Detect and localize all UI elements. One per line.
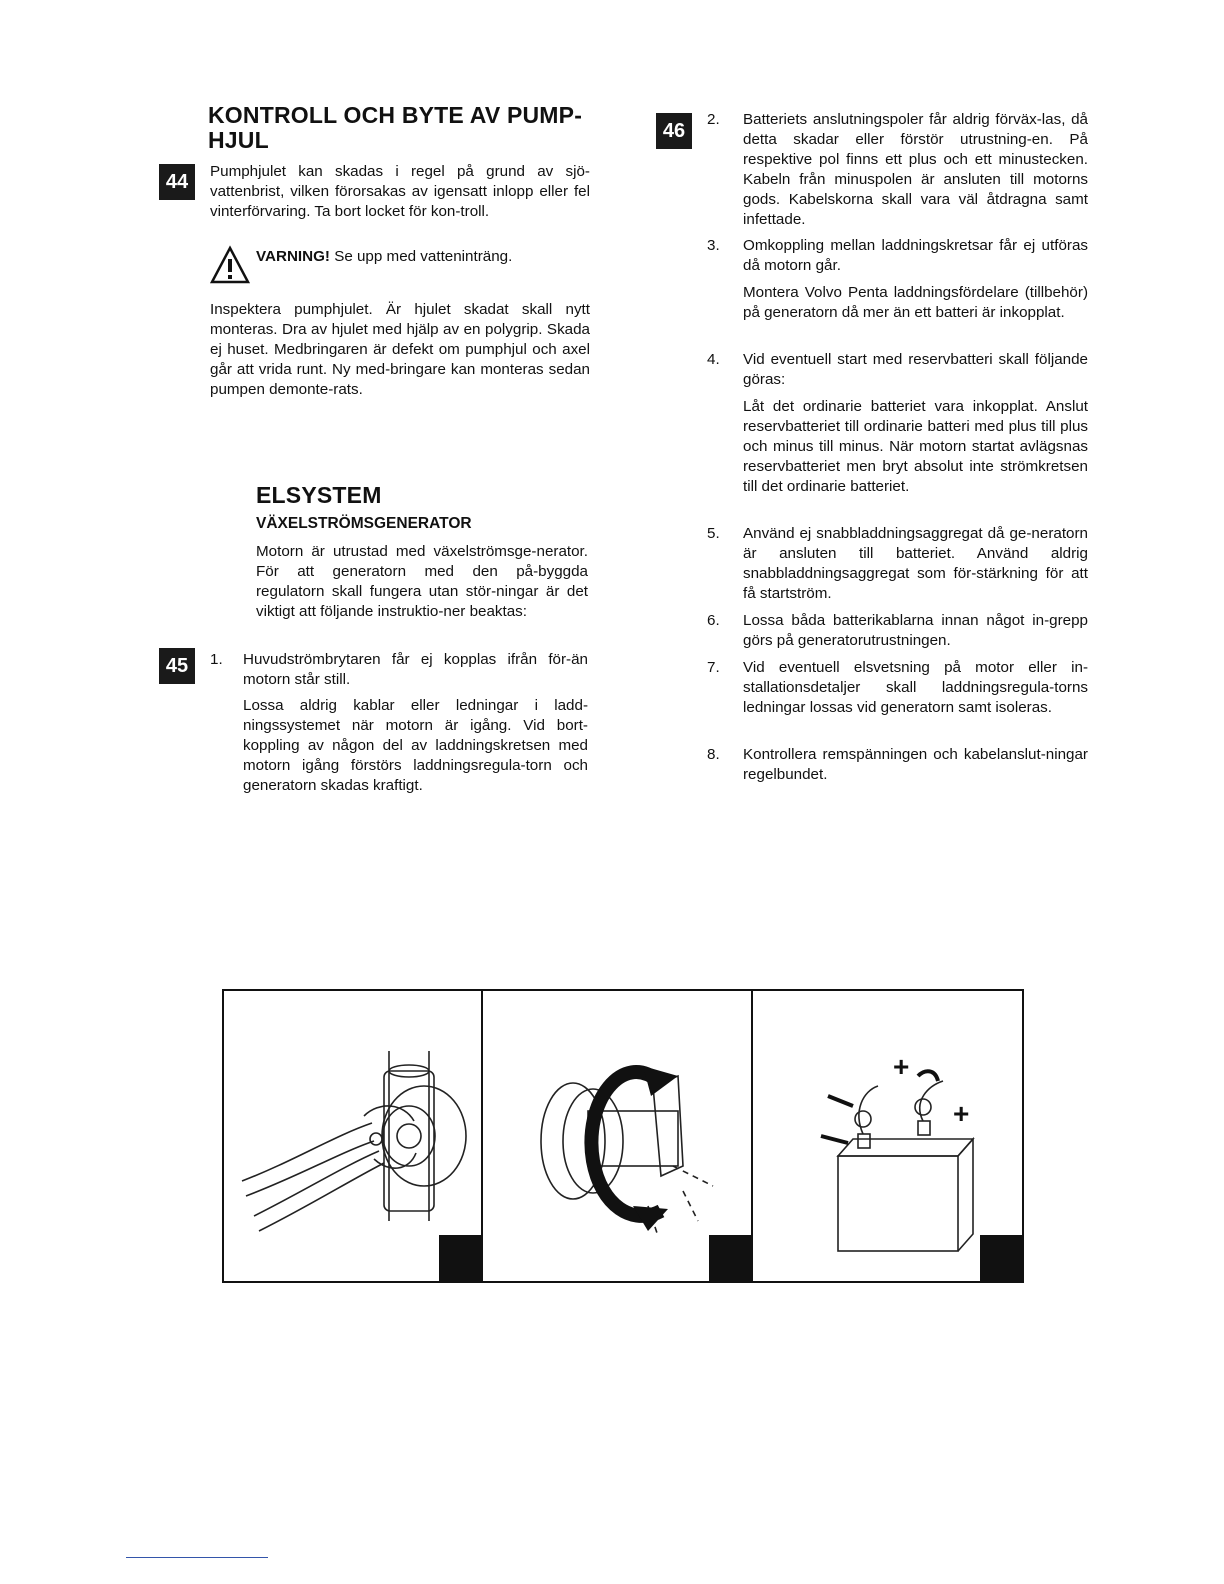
- paragraph-inspect: Inspektera pumphjulet. Är hjulet skadat skall nytt monteras. Dra av hjulet med hjälp av en polygrip. Skada ej huset. Medbringaren är defekt om pumphjul och axel går att vrida runt. Ny med-bringare kan monteras sedan pumpen demonte-rats.: [210, 301, 590, 398]
- list-item-2-text: Batteriets anslutningspoler får aldrig förväx-las, då detta skadar eller förstör utrustning-en. På respektive pol finns ett plus och ett minustecken. Kabeln från minuspolen är ansluten till motorns gods. Kabelskorna skall vara väl åtdragna samt infettade.: [743, 111, 1088, 228]
- list-number-3: 3.: [707, 237, 720, 254]
- figure-corner-marker: [709, 1235, 751, 1281]
- list-item-6-text: Lossa båda batterikablarna innan något in-grepp görs på generatorutrustningen.: [743, 612, 1088, 649]
- warning-text: Se upp med vatteninträng.: [329, 248, 513, 265]
- list-number-8: 8.: [707, 746, 720, 763]
- figure-corner-marker: [439, 1235, 481, 1281]
- list-item-4-extra: Låt det ordinarie batteriet vara inkopplat. Anslut reservbatteriet till ordinarie batteri med plus till plus och minus till minus. När motorn startat avlägsnas reservbatteriet men bryt absolut inte strömkretsen till det ordinarie batteriet.: [743, 398, 1088, 495]
- list-item-1-text: Huvudströmbrytaren får ej kopplas ifrån för-än motorn står still.: [243, 651, 588, 688]
- list-number-4: 4.: [707, 351, 720, 368]
- paragraph-pump-intro: Pumphjulet kan skadas i regel på grund av sjö-vattenbrist, vilken förorsakas av igensatt inlopp eller fel vinterförvaring. Ta bort locket för kon-troll.: [210, 163, 590, 220]
- list-number-6: 6.: [707, 612, 720, 629]
- warning-block: [210, 245, 590, 285]
- list-item-5-text: Använd ej snabbladdningsaggregat då ge-neratorn är ansluten till batteriet. Använd aldrig snabbladdningsaggregat som för-stärkning för att få startström.: [743, 525, 1088, 602]
- plus-sign-right: +: [953, 1098, 970, 1129]
- list-item-1-extra: Lossa aldrig kablar eller ledningar i ladd-ningssystemet när motorn är igång. Vid bort-koppling av någon del av laddningskretsen med motorn igång förstörs laddningsregula-torn och generatorn skadas kraftigt.: [243, 697, 588, 794]
- figure-badge-46: 46: [656, 113, 692, 149]
- subsection-title-generator: VÄXELSTRÖMSGENERATOR: [256, 515, 472, 532]
- figure-panel-45: [481, 991, 751, 1281]
- figure-strip: [222, 989, 1024, 1283]
- figure-panel-44: [224, 991, 481, 1281]
- list-item-4-text: Vid eventuell start med reservbatteri skall följande göras:: [743, 351, 1088, 388]
- list-item-3-text: Omkoppling mellan laddningskretsar får ej utföras då motorn går.: [743, 237, 1088, 274]
- warning-triangle-icon: [210, 245, 250, 285]
- list-item-7-text: Vid eventuell elsvetsning på motor eller in-stallationsdetaljer skall laddningsregula-torns ledningar lossas vid generatorn samt isoleras.: [743, 659, 1088, 716]
- list-item-8-text: Kontrollera remspänningen och kabelanslut-ningar regelbundet.: [743, 746, 1088, 783]
- footer-rule: [126, 1557, 268, 1558]
- list-item-3-extra: Montera Volvo Penta laddningsfördelare (tillbehör) på generatorn då mer än ett batteri är inkopplat.: [743, 284, 1088, 321]
- figure-badge-44: 44: [159, 164, 195, 200]
- figure-panel-46: [751, 991, 1022, 1281]
- list-number-2: 2.: [707, 111, 720, 128]
- figure-corner-marker: [980, 1235, 1022, 1281]
- warning-label: VARNING!: [256, 248, 330, 265]
- plus-sign-top: +: [893, 1051, 910, 1082]
- figure-badge-45: 45: [159, 648, 195, 684]
- list-number-1: 1.: [210, 651, 223, 668]
- paragraph-generator: Motorn är utrustad med växelströmsge-nerator. För att generatorn med den på-byggda regulatorn skall fungera utan stör-ningar är det viktigt att följande instruktio-ner beaktas:: [256, 543, 588, 620]
- page-title: KONTROLL OCH BYTE AV PUMP- HJUL: [208, 102, 583, 153]
- list-number-7: 7.: [707, 659, 720, 676]
- section-title-elsystem: ELSYSTEM: [256, 482, 382, 508]
- list-number-5: 5.: [707, 525, 720, 542]
